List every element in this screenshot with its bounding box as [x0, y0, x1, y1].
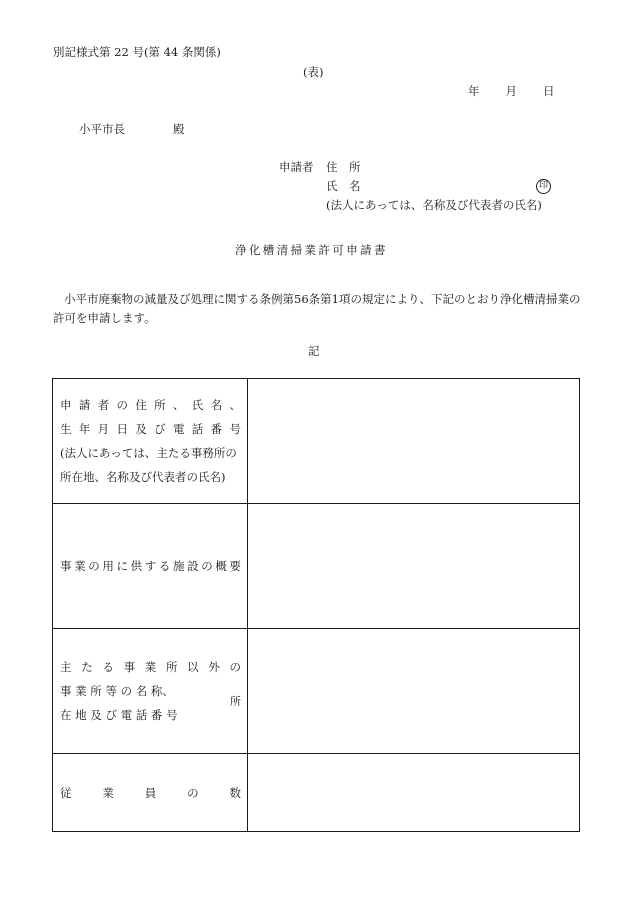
- label-char: 事: [60, 559, 72, 573]
- label-char: に: [116, 559, 128, 573]
- label-char: び: [154, 422, 166, 436]
- label-char: 業: [74, 559, 86, 573]
- employee-count-field[interactable]: [248, 754, 580, 832]
- label-line: [60, 679, 241, 703]
- corporation-note: (法人にあっては、名称及び代表者の氏名): [326, 198, 542, 212]
- application-table: [52, 378, 580, 832]
- ki-heading: 記: [308, 344, 320, 358]
- day-label: 日: [543, 84, 555, 98]
- date-line: [468, 86, 555, 98]
- label-char: 外: [208, 660, 220, 674]
- label-char: 所: [154, 398, 166, 412]
- label-char: 、: [172, 398, 185, 412]
- label-char: る: [102, 660, 114, 674]
- label-char: 業: [144, 660, 157, 674]
- label-line: [60, 695, 241, 727]
- address-label: 住 所: [326, 160, 361, 174]
- document-title: 浄化槽清掃業許可申請書: [235, 243, 388, 257]
- label-line: (法人にあっては、主たる事務所の: [60, 446, 237, 460]
- other-offices-field[interactable]: [248, 629, 580, 754]
- label-char: の: [88, 559, 100, 573]
- label-char: 号: [229, 422, 241, 436]
- month-label: 月: [505, 84, 517, 98]
- label-char: 員: [144, 785, 157, 800]
- label-char: 以: [187, 660, 199, 674]
- application-statement: 小平市廃棄物の減量及び処理に関する条例第56条第1項の規定により、下記のとおり浄化槽清掃業の許可を申請します。: [53, 292, 581, 325]
- label-char: 設: [187, 559, 199, 573]
- label-char: 住: [135, 398, 147, 412]
- employee-count-label: [53, 754, 248, 832]
- label-char: の: [116, 398, 128, 412]
- label-line: [60, 417, 241, 441]
- label-line: [60, 393, 241, 417]
- label-char: 施: [173, 559, 185, 573]
- label-char: の: [187, 785, 199, 800]
- label-text: 所: [230, 695, 241, 708]
- name-label: 氏 名: [326, 179, 361, 193]
- label-char: 概: [215, 559, 227, 573]
- honorific: 殿: [173, 122, 185, 136]
- label-char: 生: [60, 422, 72, 436]
- table-row: [53, 754, 580, 832]
- label-text: 在 地 及 び 電 話 番 号: [60, 708, 178, 722]
- label-char: 名: [210, 398, 223, 412]
- label-char: 電: [172, 422, 185, 436]
- label-char: す: [144, 559, 157, 573]
- front-side-label: (表): [303, 65, 324, 79]
- label-char: 事: [123, 660, 136, 674]
- label-text: 事 業 所 等 の 名 称、: [60, 684, 174, 698]
- label-char: 従: [60, 785, 72, 800]
- addressee: [79, 124, 185, 136]
- year-label: 年: [468, 84, 480, 98]
- label-char: 番: [210, 422, 223, 436]
- label-char: る: [158, 559, 171, 573]
- label-char: 、: [229, 398, 241, 412]
- label-char: 要: [229, 559, 241, 573]
- label-char: 及: [135, 422, 147, 436]
- label-line: [60, 554, 241, 578]
- facility-overview-field[interactable]: [248, 504, 580, 629]
- table-row: [53, 504, 580, 629]
- applicant-info-label: [53, 379, 248, 504]
- label-char: 主: [60, 660, 72, 674]
- label-line: 所在地、名称及び代表者の氏名): [60, 470, 226, 484]
- label-char: た: [81, 660, 93, 674]
- label-char: の: [229, 660, 241, 674]
- label-char: 話: [191, 422, 204, 436]
- label-char: 申: [60, 398, 72, 412]
- applicant-info-field[interactable]: [248, 379, 580, 504]
- seal-mark-icon: 印: [536, 179, 551, 194]
- label-char: 業: [102, 785, 114, 800]
- table-row: [53, 629, 580, 754]
- label-char: 氏: [191, 398, 204, 412]
- label-char: 数: [229, 785, 241, 800]
- other-offices-label: [53, 629, 248, 754]
- facility-overview-label: [53, 504, 248, 629]
- label-char: 月: [97, 422, 110, 436]
- form-number: 別記様式第 22 号(第 44 条関係): [53, 45, 221, 59]
- label-char: 者: [97, 398, 110, 412]
- label-line: [60, 781, 241, 805]
- label-char: 請: [78, 398, 91, 412]
- label-char: 年: [78, 422, 91, 436]
- label-char: 所: [165, 660, 178, 674]
- label-line: [60, 655, 241, 679]
- label-char: 用: [102, 559, 114, 573]
- addressee-name: 小平市長: [79, 122, 125, 136]
- label-char: 日: [116, 422, 128, 436]
- table-row: [53, 379, 580, 504]
- label-char: の: [201, 559, 213, 573]
- label-char: 供: [130, 559, 143, 573]
- applicant-label: 申請者: [279, 160, 314, 174]
